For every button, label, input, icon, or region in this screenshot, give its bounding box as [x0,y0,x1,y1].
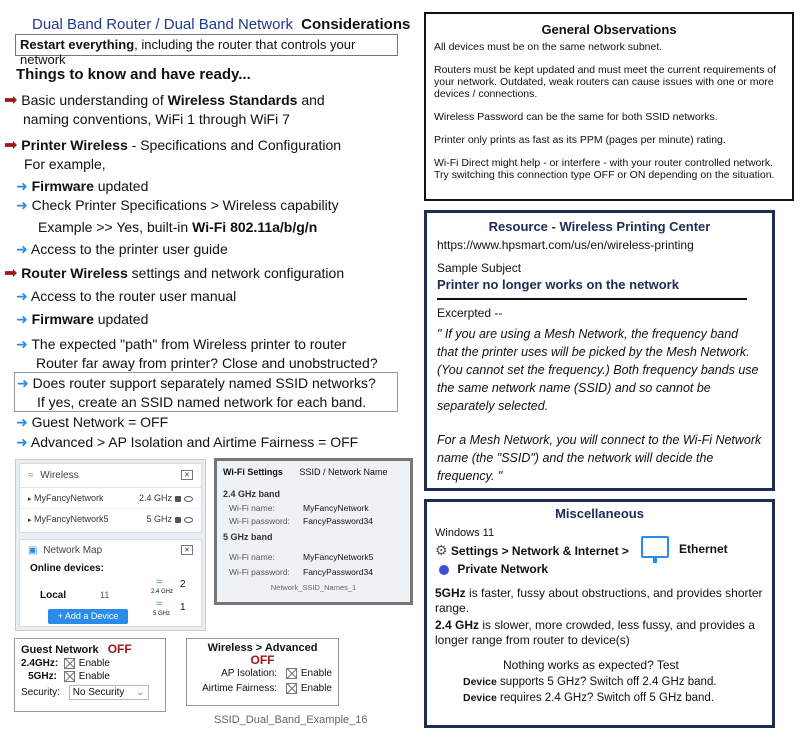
misc-title: Miscellaneous [555,506,644,521]
device-label: Device [463,692,497,704]
security-select[interactable] [69,685,149,700]
resource-title: Resource - Wireless Printing Center [488,219,711,234]
enable-label: Enable [300,668,332,680]
blue-arrow-icon: ➜ [16,434,28,450]
net2-name: MyFancyNetwork5 [34,514,109,524]
general-p2: Routers must be kept updated and must meet the current requirements of your network. Outdated, weak routers can cause issues with one or more devices / connections. [434,64,777,100]
wireless-title: Wireless [40,470,79,481]
wifi-settings-panel [214,458,413,605]
enable-label: Enable [78,671,110,683]
wifi-name-label: Wi-Fi name: [229,503,275,513]
guest-5-label: 5GHz: [28,671,57,683]
red-arrow-icon: ➡ [4,265,18,282]
firmware2: Firmware [31,311,94,327]
item-guest [16,414,168,431]
heading-part1: Dual Band Router / Dual Band Network [32,16,293,33]
guest-line: Guest Network = OFF [31,414,169,430]
excerpted: Excerpted -- [437,306,503,320]
ap-isolation-checkbox[interactable] [286,668,297,679]
radio-selected-icon [439,565,449,575]
item1-pre: Basic understanding of [21,92,168,108]
g24-rest: is slower, more crowded, less fussy, and provides a longer range from router to device(s) [435,618,755,647]
ethernet-icon [641,536,669,558]
general-observations-panel [424,12,794,201]
blue-arrow-icon: ➜ [17,375,29,391]
wifi-pass-label: Wi-Fi password: [229,567,290,577]
eye-icon[interactable] [184,496,193,502]
item-firmware-2 [16,311,148,328]
quote1: " If you are using a Mesh Network, the frequency band that the printer uses will be picked by the Mesh Network. (You cannot set the frequency.) Both frequency bands use the same network name (SSID) and so cannot be separately selected. [437,327,759,413]
band5-heading: 5 GHz band [223,532,273,542]
enable-5-checkbox[interactable] [64,671,75,682]
ssid-line1: Does router support separately named SSID networks? [32,375,376,391]
add-device-button[interactable]: + Add a Device [48,609,128,624]
item-printer-wireless [4,135,341,155]
user-guide: Access to the printer user guide [30,241,228,257]
guest-off: OFF [107,642,132,656]
sample-subject: Sample Subject [437,261,522,275]
general-p3: Wireless Password can be the same for both SSID networks. [434,111,718,123]
item1-bold: Wireless Standards [167,92,298,108]
band5-count: 1 [180,602,186,613]
wifi-5-icon: ≈ [156,598,163,610]
wifi-settings-caption: Network_SSID_Names_1 [270,583,357,592]
resource-url[interactable]: https://www.hpsmart.com/us/en/wireless-printing [437,238,694,252]
airtime-label: Airtime Fairness: [202,683,278,695]
updated1: updated [93,178,149,194]
resource-panel [424,210,775,491]
blue-arrow-icon: ➜ [16,311,28,327]
guest-24-label: 2.4GHz: [21,658,59,670]
blue-arrow-icon: ➜ [16,197,28,213]
blue-arrow-icon: ➜ [16,414,28,430]
device2: requires 2.4 GHz? Switch off 5 GHz band. [496,692,714,704]
printer-rest: - Specifications and Configuration [127,137,342,153]
gear-icon: ⚙ [435,542,448,558]
chevron-down-icon: ⌄ [136,687,145,699]
blue-arrow-icon: ➜ [16,288,28,304]
wifi-24-icon: ≈ [156,576,163,588]
blue-arrow-icon: ➜ [16,336,28,352]
net1-band: 2.4 GHz [138,493,172,503]
updated2: updated [93,311,149,327]
page-heading [32,16,410,33]
network-map-title: Network Map [43,545,103,556]
g5-bold: 5GHz [435,586,466,600]
subject-bold: Printer no longer works on the network [437,277,679,292]
g24-bold: 2.4 GHz [435,618,480,632]
guest-title: Guest Network [21,644,99,656]
advanced-line: Advanced > AP Isolation and Airtime Fairness = OFF [30,434,359,450]
item1-post: and [297,92,325,108]
eye-icon[interactable] [184,517,193,523]
miscellaneous-panel [424,499,775,728]
example-pre: Example >> Yes, built-in [38,219,193,235]
wifi-pass-label: Wi-Fi password: [229,516,290,526]
enable-24-checkbox[interactable] [64,658,75,669]
wifi-pass-5: FancyPassword34 [303,567,373,577]
item-path [16,335,378,373]
security-value: No Security [72,687,125,699]
general-title: General Observations [541,22,677,37]
router-widget [15,459,206,631]
net1-name: MyFancyNetwork [34,493,104,503]
band24-count: 2 [180,579,186,590]
windows-label: Windows 11 [435,527,495,539]
local-label: Local [40,590,67,601]
close-icon[interactable]: ✕ [181,470,193,480]
item-user-guide [16,241,228,258]
advanced-off: OFF [250,653,275,667]
restart-bold: Restart everything [20,37,135,52]
item-wireless-standards [4,91,325,129]
close-icon[interactable]: ✕ [181,545,193,555]
local-count: 11 [100,590,110,600]
chevron-right-icon: ▸ [28,517,32,524]
item-example [38,219,317,235]
g5-rest: is faster, fussy about obstructions, and provides shorter range. [435,586,763,615]
firmware1: Firmware [31,178,94,194]
item-check-specs [16,197,339,214]
bottom-caption: SSID_Dual_Band_Example_16 [214,714,368,726]
things-to-know: Things to know and have ready... [16,66,251,83]
path-line2: Router far away from printer? Close and unobstructed? [36,355,378,371]
item-firmware-1 [16,178,148,195]
online-devices: Online devices: [30,563,104,574]
router-manual: Access to the router user manual [30,288,237,304]
path-line1: The expected "path" from Wireless printer to router [31,336,347,352]
enable-label: Enable [300,683,332,695]
restart-box [15,34,398,67]
quote2: For a Mesh Network, you will connect to the Wi-Fi Network name (the "SSID") and the network will decide the frequency. " [437,433,762,483]
ssid-box [14,372,398,412]
airtime-checkbox[interactable] [286,683,297,694]
ethernet-label: Ethernet [679,542,728,556]
router-bold: Router Wireless [21,265,128,281]
for-example: For example, [24,156,106,172]
security-label: Security: [21,687,60,699]
wifi-settings-title: Wi-Fi Settings [223,467,283,477]
red-arrow-icon: ➡ [4,137,18,154]
heading-part2: Considerations [301,16,411,33]
wifi-name-label: Wi-Fi name: [229,552,275,562]
blue-arrow-icon: ➜ [16,241,28,257]
lock-icon [175,496,181,502]
network-row-2[interactable] [20,509,201,529]
settings-path: Settings > Network & Internet > [450,544,629,558]
general-p5: Wi-Fi Direct might help - or interfere - with your router controlled network. Try switching this connection type OFF or ON depending on the situation. [434,157,775,181]
wifi-name-24: MyFancyNetwork [303,503,369,513]
restart-rest: , including the router that controls your network [20,37,356,67]
lock-icon [175,517,181,523]
general-p4: Printer only prints as fast as its PPM (pages per minute) rating. [434,134,726,146]
network-map-icon: ▣ [28,545,38,556]
wifi-name-5: MyFancyNetwork5 [303,552,374,562]
network-row-1[interactable] [20,488,201,509]
wifi-pass-24: FancyPassword34 [303,516,373,526]
private-network: Private Network [457,562,549,576]
device1: supports 5 GHz? Switch off 2.4 GHz band. [496,676,717,688]
wireless-advanced-panel [186,638,339,706]
printer-bold: Printer Wireless [21,137,128,153]
device-label: Device [463,676,497,688]
ssid-line2: If yes, create an SSID named network for each band. [37,394,367,410]
ap-isolation-label: AP Isolation: [221,668,278,680]
router-rest: settings and network configuration [127,265,345,281]
example-bold: Wi-Fi 802.11a/b/g/n [192,219,318,235]
enable-label: Enable [78,658,110,670]
chevron-right-icon: ▸ [28,496,32,503]
divider [437,298,747,300]
wifi-icon: ≈ [28,470,34,481]
net2-band: 5 GHz [146,514,172,524]
nothing-works: Nothing works as expected? Test [503,658,679,672]
band5-label: 5 GHz [153,611,171,617]
item1-line2: naming conventions, WiFi 1 through WiFi 7 [23,111,290,127]
check-specs: Check Printer Specifications > Wireless capability [31,197,339,213]
network-map-card [19,539,202,627]
general-p1: All devices must be on the same network subnet. [434,41,663,53]
item-router-wireless [4,263,344,283]
band24-heading: 2.4 GHz band [223,489,281,499]
guest-network-panel [14,638,166,712]
wireless-card [19,463,202,533]
item-advanced [16,434,358,451]
red-arrow-icon: ➡ [4,92,18,109]
advanced-title: Wireless > Advanced [207,642,318,654]
wifi-settings-subtitle: SSID / Network Name [299,467,388,477]
item-router-manual [16,288,236,305]
band24-label: 2.4 GHz [151,589,174,595]
blue-arrow-icon: ➜ [16,178,28,194]
